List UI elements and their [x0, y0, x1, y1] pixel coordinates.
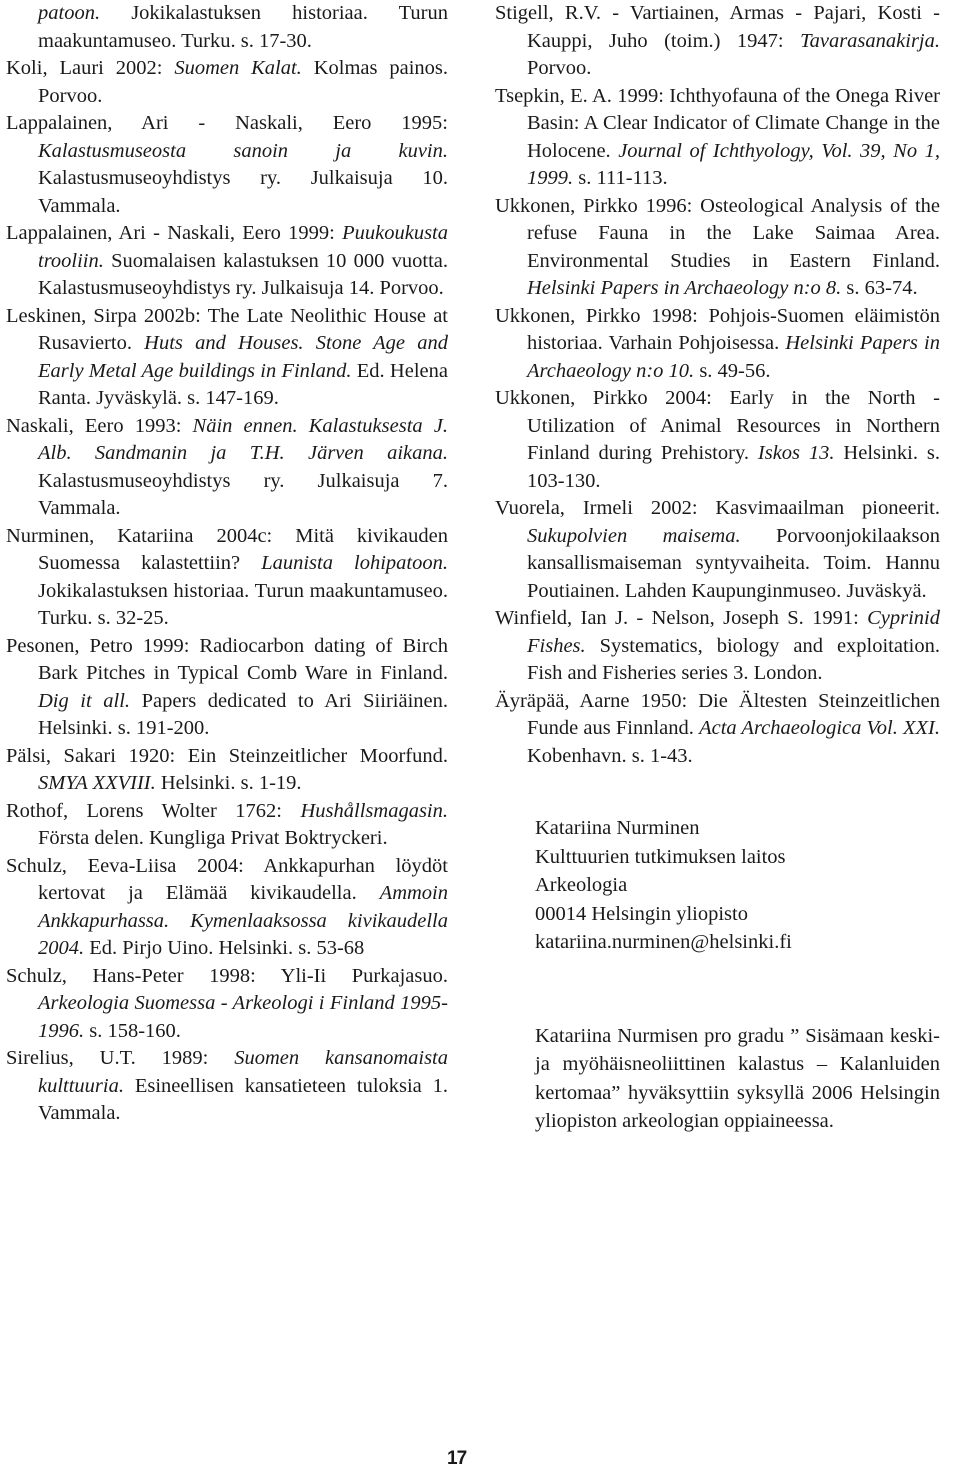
reference-title: Ammoin Ankkapurhassa. Kymenlaaksossa kivikaudella 2004. [38, 882, 448, 959]
reference-text: s. 158-160. [84, 1019, 181, 1042]
reference-text: Winfield, Ian J. - Nelson, Joseph S. 1991: [495, 607, 868, 629]
reference-text: Jokikalastuksen historiaa. Turun maakuntamuseo. Turku. s. 32-25. [38, 579, 448, 629]
reference-title: Helsinki Papers in Archaeology n:o 8. [527, 277, 842, 299]
reference-text: Ed. Helena Ranta. Jyväskylä. s. 147-169. [38, 359, 448, 409]
reference-text: Vuorela, Irmeli 2002: Kasvimaailman pioneerit. [495, 497, 940, 519]
reference-title: Näin ennen. Kalastuksesta J. Alb. Sandmanin ja T.H. Järven aikana. [38, 414, 449, 464]
reference-entry [6, 303, 448, 413]
reference-title: Cyprinid Fishes. [527, 607, 940, 657]
reference-entry [6, 963, 448, 1046]
reference-entry [495, 83, 940, 193]
reference-entry [6, 55, 448, 110]
reference-title: Tavarasanakirja. [800, 29, 940, 52]
reference-entry [495, 303, 940, 386]
reference-text: Schulz, Eeva-Liisa 2004: Ankkapurhan löydöt kertovat ja Elämää kivikaudella. [6, 854, 448, 904]
reference-title: Acta Archaeologica Vol. XXI. [699, 717, 940, 739]
reference-text: Porvoonjokilaakson kansallismaiseman syntyvaiheita. Toim. Hannu Poutiainen. Lahden Kaupunginmuseo. Juväskyä. [527, 524, 940, 602]
reference-text: Papers dedicated to Ari Siiriäinen. Helsinki. s. 191-200. [38, 689, 448, 739]
author-address [495, 814, 940, 957]
reference-entry [6, 220, 448, 303]
reference-entry [6, 633, 448, 743]
reference-title: Suomen kansanomaista kulttuuria. [38, 1047, 448, 1097]
left-column [6, 0, 448, 1128]
reference-entry [495, 688, 940, 771]
reference-text: Nurminen, Katariina 2004c: Mitä kivikauden Suomessa kalastettiin? [6, 524, 448, 574]
author-subject: Arkeologia [535, 874, 628, 896]
reference-text: Ukkonen, Pirkko 2004: Early in the North - Utilization of Animal Resources in Northern Finland during Prehistory. [495, 387, 940, 464]
reference-text: Sirelius, U.T. 1989: [6, 1047, 235, 1069]
reference-text: Första delen. Kungliga Privat Boktryckeri. [38, 827, 388, 849]
reference-entry [6, 413, 448, 523]
reference-text: Helsinki. s. 1-19. [155, 772, 302, 794]
reference-text: Schulz, Hans-Peter 1998: Yli-Ii Purkajasuo. [6, 964, 448, 987]
reference-title: Iskos 13. [757, 442, 835, 464]
reference-entry [6, 523, 448, 633]
reference-text: s. 111-113. [573, 167, 668, 189]
reference-text: Koli, Lauri 2002: [6, 57, 175, 79]
reference-text: Kobenhavn. s. 1-43. [527, 744, 693, 767]
reference-text: Kolmas painos. Porvoo. [38, 57, 449, 107]
reference-text: Porvoo. [527, 57, 592, 79]
reference-text: Lappalainen, Ari - Naskali, Eero 1999: [6, 222, 343, 244]
page-number: 17 [447, 1448, 467, 1469]
reference-entry [6, 110, 448, 220]
reference-text: Ukkonen, Pirkko 1996: Osteological Analysis of the refuse Fauna in the Lake Saimaa Area. Environmental Studies in Eastern Finland. [495, 194, 940, 272]
reference-title: Arkeologia Suomessa - Arkeologi i Finland 1995-1996. [38, 992, 448, 1042]
reference-title: Launista lohipatoon. [261, 552, 449, 574]
reference-text: Jokikalastuksen historiaa. Turun maakuntamuseo. Turku. s. 17-30. [38, 2, 448, 52]
author-email: katariina.nurminen@helsinki.fi [535, 931, 792, 953]
reference-text: Pälsi, Sakari 1920: Ein Steinzeitlicher Moorfund. [6, 744, 448, 767]
reference-text: Stigell, R.V. - Vartiainen, Armas - Pajari, Kosti - Kauppi, Juho (toim.) 1947: [495, 2, 940, 52]
reference-title: Hushållsmagasin. [300, 799, 448, 822]
reference-text: Lappalainen, Ari - Naskali, Eero 1995: [6, 112, 448, 134]
reference-entry [495, 605, 940, 688]
reference-entry [495, 495, 940, 605]
reference-entry [6, 743, 448, 798]
reference-title: Journal of Ichthyology, Vol. 39, No 1, 1999. [527, 139, 940, 189]
reference-entry [495, 193, 940, 303]
reference-title: Huts and Houses. Stone Age and Early Metal Age buildings in Finland. [38, 332, 448, 382]
reference-title: patoon. [38, 2, 101, 24]
reference-list-left [6, 55, 448, 1128]
reference-text: Leskinen, Sirpa 2002b: The Late Neolithic House at Rusavierto. [6, 304, 448, 354]
reference-text: Kalastusmuseoyhdistys ry. Julkaisuja 7. Vammala. [38, 469, 448, 519]
reference-text: Kalastusmuseoyhdistys ry. Julkaisuja 10. Vammala. [38, 167, 448, 217]
reference-entry [6, 853, 448, 963]
reference-text: s. 63-74. [841, 277, 918, 299]
reference-title: Dig it all. [38, 689, 131, 712]
reference-text: Naskali, Eero 1993: [6, 414, 193, 437]
reference-entry [6, 1045, 448, 1128]
reference-text: Ed. Pirjo Uino. Helsinki. s. 53-68 [84, 937, 365, 959]
reference-title: SMYA XXVIII. [38, 772, 156, 794]
thesis-note: Katariina Nurmisen pro gradu ” Sisämaan keski- ja myöhäisneoliittinen kalastus – Kalanluiden kertomaa” hyväksyttiin syksyllä 2006 Helsingin yliopiston arkeologian oppiaineessa. [535, 1024, 940, 1132]
reference-text: Ukkonen, Pirkko 1998: Pohjois-Suomen eläimistön historiaa. Varhain Pohjoisessa. [495, 304, 940, 354]
reference-text: Esineellisen kansatieteen tuloksia 1. Vammala. [38, 1074, 448, 1124]
reference-title: Sukupolvien maisema. [527, 524, 741, 547]
right-column [495, 0, 940, 1156]
author-postal: 00014 Helsingin yliopisto [535, 902, 748, 925]
reference-text: Helsinki. s. 103-130. [527, 442, 940, 492]
reference-list-right [495, 0, 940, 770]
author-name: Katariina Nurminen [535, 817, 700, 839]
reference-text: Äyräpää, Aarne 1950: Die Ältesten Steinzeitlichen Funde aus Finnland. [495, 689, 940, 739]
reference-title: Suomen Kalat. [174, 57, 302, 79]
reference-text: Systematics, biology and exploitation. Fish and Fisheries series 3. London. [527, 634, 940, 684]
reference-text: Suomalaisen kalastuksen 10 000 vuotta. Kalastusmuseoyhdistys ry. Julkaisuja 14. Porvoo. [38, 249, 448, 299]
reference-continuation [6, 0, 448, 55]
reference-entry [6, 798, 448, 853]
reference-text: s. 49-56. [694, 359, 771, 382]
author-department: Kulttuurien tutkimuksen laitos [535, 845, 786, 868]
reference-text: Tsepkin, E. A. 1999: Ichthyofauna of the Onega River Basin: A Clear Indicator of Climate Change in the Holocene. [495, 84, 940, 162]
reference-title: Puukoukusta trooliin. [38, 222, 448, 272]
reference-text: Pesonen, Petro 1999: Radiocarbon dating of Birch Bark Pitches in Typical Comb Ware in Finland. [6, 634, 448, 684]
reference-title: Kalastusmuseosta sanoin ja kuvin. [38, 139, 448, 162]
reference-entry [495, 385, 940, 495]
reference-title: Helsinki Papers in Archaeology n:o 10. [527, 332, 940, 382]
reference-text: Rothof, Lorens Wolter 1762: [6, 799, 301, 822]
reference-entry [495, 0, 940, 83]
